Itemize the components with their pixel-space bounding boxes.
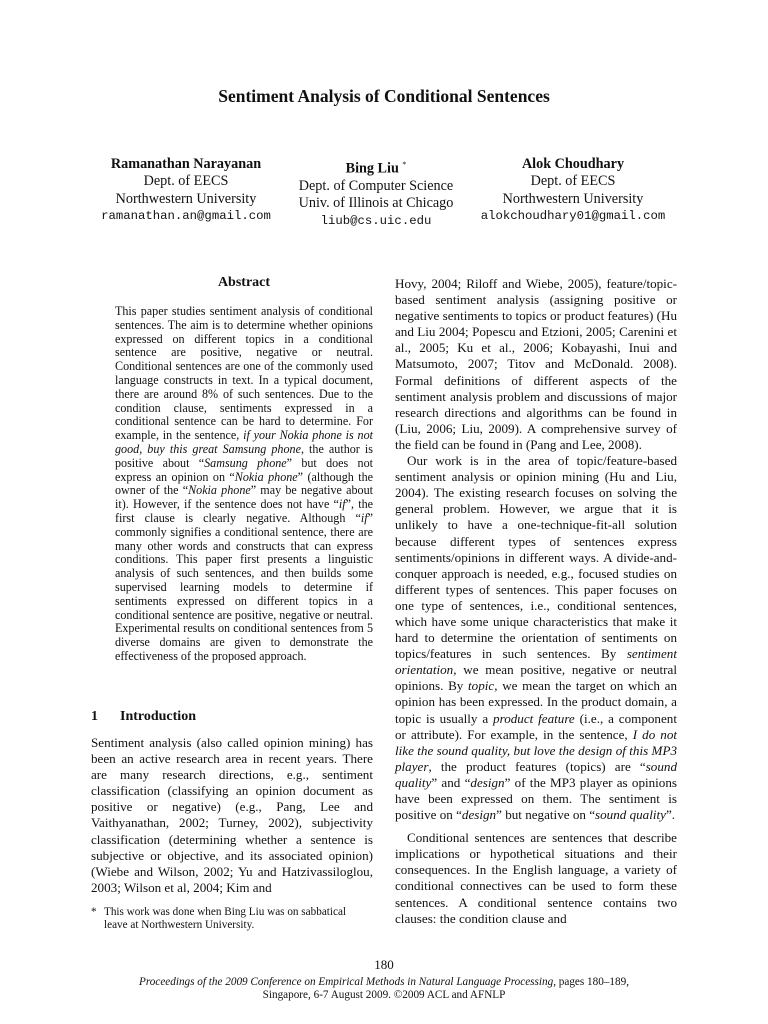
abstract-term: Nokia phone [188,483,251,498]
footnote-mark: * [91,906,97,918]
author-block-2 [276,156,476,230]
author-footnote-mark: * [402,160,407,169]
author-email[interactable]: liub@cs.uic.edu [320,213,432,228]
paragraph-text: ” but negative on “ [496,807,596,823]
author-name-line [276,156,476,178]
page-number: 180 [374,957,394,972]
term-emphasis: sound quality [595,807,666,823]
paragraph [395,453,677,823]
paragraph-text: ” of the MP3 player as opinions have been expressed on them. The sentiment is positive on “ [395,774,677,823]
proceedings-pages: , pages 180–189, [553,976,630,988]
paragraph-text: ”. [665,807,676,823]
proceedings-location: Singapore, 6-7 August 2009. ©2009 ACL and AFNLP [262,988,506,1001]
author-dept: Dept. of Computer Science [298,178,454,195]
section-heading-introduction [91,709,196,725]
author-dept: Dept. of EECS [143,173,229,190]
paper-title: Sentiment Analysis of Conditional Sentences [218,86,550,106]
author-email[interactable]: ramanathan.an@gmail.com [101,208,271,223]
footnote-line [91,906,373,919]
author-name: Bing Liu [345,160,399,177]
abstract-term: if [360,510,368,525]
abstract-term: Nokia phone [234,469,298,484]
term-emphasis: design [470,774,505,790]
paragraph-text: , the product features (topics) are “ [428,758,646,774]
paragraph-text: ” and “ [431,774,471,790]
paragraph-text: , we mean the target on which an opinion has been expressed. In the product domain, a topic is usually a [395,678,677,726]
abstract-text: ” may be negative about it). However, if the sentence does not have “ [115,483,374,512]
proceedings-footer [120,976,648,1001]
example-sentence: I do not like the sound quality, but love the design of this MP3 player [395,726,678,774]
abstract-text: ”, the first clause is clearly negative. Although “ [115,497,373,525]
author-name: Alok Choudhary [521,156,625,172]
paragraph-text: Our work is in the area of topic/feature-based sentiment analysis or opinion mining (Hu and Liu, 2004). The existing research focuses on solving the general problem. However, we argue that it is unlikely to have a one-technique-fit-all solution because different types of sentences express sentiments/opinions in different ways. A divide-and-conquer approach is needed, e.g., focused studies on different types of sentences. This paper focuses on one type of sentences, i.e., conditional sentences, which have some unique characteristics that make it hard to determine the orientation of sentiments on topics/features in such sentences. By [395,453,677,662]
author-affiliation: Northwestern University [502,190,644,207]
abstract-term: Samsung phone [204,455,287,470]
author-block-1 [86,156,286,225]
paragraph-text: , we mean positive, negative or neutral opinions. By [395,662,677,694]
paragraph: Hovy, 2004; Riloff and Wiebe, 2005), feature/topic-based sentiment analysis (assigning positive or negative sentiments to topics or product features) (Hu and Liu 2004; Popescu and Etzioni, 2005; Carenini et al., 2005; Ku et al., 2006; Kobayashi, Inui and Matsumoto, 2007; Titov and McDonald. 2008). Formal definitions of different aspects of the sentiment analysis problem and discussions of major research directions and algorithms can be found in (Liu, 2006; Liu, 2009). A comprehensive survey of the field can be found in (Pang and Lee, 2008). [395,276,677,452]
author-block-3 [463,156,683,225]
abstract-text: ” commonly signifies a conditional sentence, there are many other words and constructs that can express conditions. This paper first presents a linguistic analysis of such sentences, and then builds some supervised learning models to determine if sentiments expressed on different topics in a conditional sentence are positive, negative or neutral. Experimental results on conditional sentences from 5 diverse domains are given to demonstrate the effectiveness of the proposed approach. [115,510,373,663]
section-title: Introduction [120,709,196,724]
term-emphasis: sentiment orientation [395,646,677,678]
term-emphasis: design [461,807,497,823]
author-affiliation: Univ. of Illinois at Chicago [298,195,454,212]
proceedings-line [120,976,648,989]
term-emphasis: topic [468,678,495,694]
footnote-text: leave at Northwestern University. [104,919,255,931]
abstract-heading: Abstract [217,275,271,290]
paragraph: Conditional sentences are sentences that describe implications or hypothetical situations and their consequences. In the English language, a variety of conditional connectives can be used to form these sentences. A conditional sentence contains two clauses: the condition clause and [395,830,677,926]
abstract-text: ” but does not express an opinion on “ [115,455,373,484]
abstract-text: , the author is positive about “ [115,441,373,470]
section-number: 1 [91,709,98,724]
abstract-text: This paper studies sentiment analysis of conditional sentences. The aim is to determine whether opinions expressed on different topics in a conditional sentence are positive, negative or neutral. Conditional sentences are one of the commonly used language constructs in text. In a typical document, there are around 8% of such sentences. Due to the condition clause, sentiments expressed in a conditional sentence can be hard to determine. For example, in the sentence, [115,304,373,443]
footnote-text: This work was done when Bing Liu was on sabbatical [104,906,347,918]
author-name: Ramanathan Narayanan [110,156,262,172]
right-column [395,276,677,927]
abstract-example: if your Nokia phone is not good, buy this great Samsung phone [115,428,373,456]
author-affiliation: Northwestern University [115,190,257,207]
term-emphasis: product feature [493,710,575,726]
abstract-text: ” (although the owner of the “ [115,469,374,498]
author-dept: Dept. of EECS [530,173,616,190]
footnote [91,906,373,932]
term-emphasis: sound quality [395,758,677,790]
conference-name: Proceedings of the 2009 Conference on Empirical Methods in Natural Language Processing [138,976,554,988]
abstract-body [115,305,373,664]
introduction-paragraph: Sentiment analysis (also called opinion mining) has been an active research area in recent years. There are many research directions, e.g., sentiment classification (classifying an opinion document as positive or negative) (e.g., Pang, Lee and Vaithyanathan, 2002; Turney, 2002), subjectivity classification (determining whether a sentence is subjective or objective, and its associated opinion) (Wiebe and Wilson, 2002; Yu and Hatzivassiloglou, 2003; Wilson et al, 2004; Kim and [91,735,373,895]
author-email[interactable]: alokchoudhary01@gmail.com [480,208,666,223]
abstract-term: if [338,497,346,512]
paragraph-text: (i.e., a component or attribute). For example, in the sentence, [395,710,677,742]
